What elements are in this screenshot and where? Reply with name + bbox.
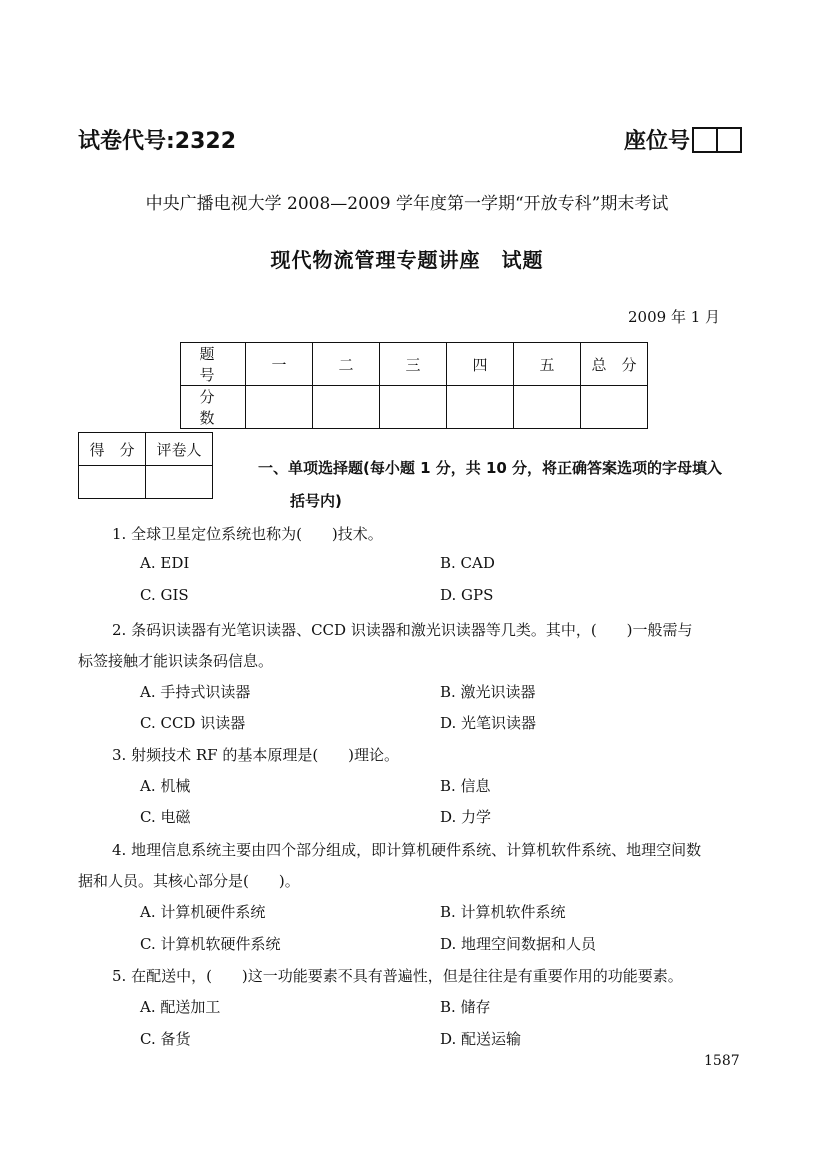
score-table-blank (380, 386, 447, 429)
question-option: D. 光笔识读器 (440, 714, 537, 732)
score-table-blank (447, 386, 514, 429)
question-option: B. CAD (440, 554, 495, 572)
paper-code: 试卷代号:2322 (78, 129, 237, 154)
page-number: 1587 (704, 1053, 740, 1069)
question-stem: 1. 全球卫星定位系统也称为( )技术。 (112, 525, 383, 543)
seat-number (624, 124, 742, 155)
exam-date: 2009 年 1 月 (628, 308, 721, 326)
score-table-blank (514, 386, 581, 429)
score-table-cell: 二 (313, 343, 380, 386)
score-table-score-row (181, 386, 648, 429)
question-option: C. GIS (140, 586, 189, 604)
question-option: A. 配送加工 (140, 998, 221, 1016)
score-table-cell: 分 数 (181, 386, 246, 429)
question-stem-continued: 标签接触才能识读条码信息。 (78, 652, 274, 670)
question-stem: 2. 条码识读器有光笔识读器、CCD 识读器和激光识读器等几类。其中，( )一般需与 (112, 621, 693, 639)
question-stem: 4. 地理信息系统主要由四个部分组成，即计算机硬件系统、计算机软件系统、地理空间数 (112, 841, 702, 859)
question-stem-continued: 据和人员。其核心部分是( )。 (78, 872, 300, 890)
question-option: A. 手持式识读器 (140, 683, 251, 701)
score-table-blank (246, 386, 313, 429)
question-option: A. 计算机硬件系统 (140, 903, 266, 921)
grader-table-blank-row (79, 466, 213, 499)
question-option: C. 电磁 (140, 808, 191, 826)
seat-label: 座位号 (624, 129, 691, 154)
grader-table-header-row (79, 433, 213, 466)
exam-title: 现代物流管理专题讲座 试题 (270, 248, 544, 272)
question-option: D. 配送运输 (440, 1030, 522, 1048)
section-title: 一、单项选择题(每小题 1 分，共 10 分，将正确答案选项的字母填入 (258, 459, 723, 477)
section-title-continued: 括号内) (290, 492, 342, 510)
question-option: B. 计算机软件系统 (440, 903, 566, 921)
grader-table-cell: 评卷人 (146, 433, 213, 466)
score-table-cell: 四 (447, 343, 514, 386)
score-table-blank (581, 386, 648, 429)
question-option: D. 地理空间数据和人员 (440, 935, 597, 953)
score-table-cell: 一 (246, 343, 313, 386)
question-option: C. CCD 识读器 (140, 714, 246, 732)
question-option: C. 计算机软硬件系统 (140, 935, 281, 953)
question-option: B. 激光识读器 (440, 683, 536, 701)
question-option: D. GPS (440, 586, 494, 604)
grader-table-blank (146, 466, 213, 499)
seat-number-boxes (692, 127, 742, 153)
score-table-cell: 五 (514, 343, 581, 386)
question-option: B. 储存 (440, 998, 491, 1016)
grader-table-cell: 得 分 (79, 433, 146, 466)
question-option: D. 力学 (440, 808, 492, 826)
grader-table-blank (79, 466, 146, 499)
score-table-blank (313, 386, 380, 429)
question-option: A. EDI (140, 554, 190, 572)
score-table-header-row (181, 343, 648, 386)
exam-subtitle: 中央广播电视大学 2008—2009 学年度第一学期“开放专科”期末考试 (145, 194, 669, 214)
question-stem: 3. 射频技术 RF 的基本原理是( )理论。 (112, 746, 400, 764)
question-option: C. 备货 (140, 1030, 191, 1048)
grader-table (78, 432, 213, 499)
score-table-cell: 题 号 (181, 343, 246, 386)
question-stem: 5. 在配送中，( )这一功能要素不具有普遍性，但是往往是有重要作用的功能要素。 (112, 967, 683, 985)
score-table-cell: 三 (380, 343, 447, 386)
score-table-cell: 总 分 (581, 343, 648, 386)
question-option: B. 信息 (440, 777, 491, 795)
question-option: A. 机械 (140, 777, 191, 795)
score-table (180, 342, 648, 429)
